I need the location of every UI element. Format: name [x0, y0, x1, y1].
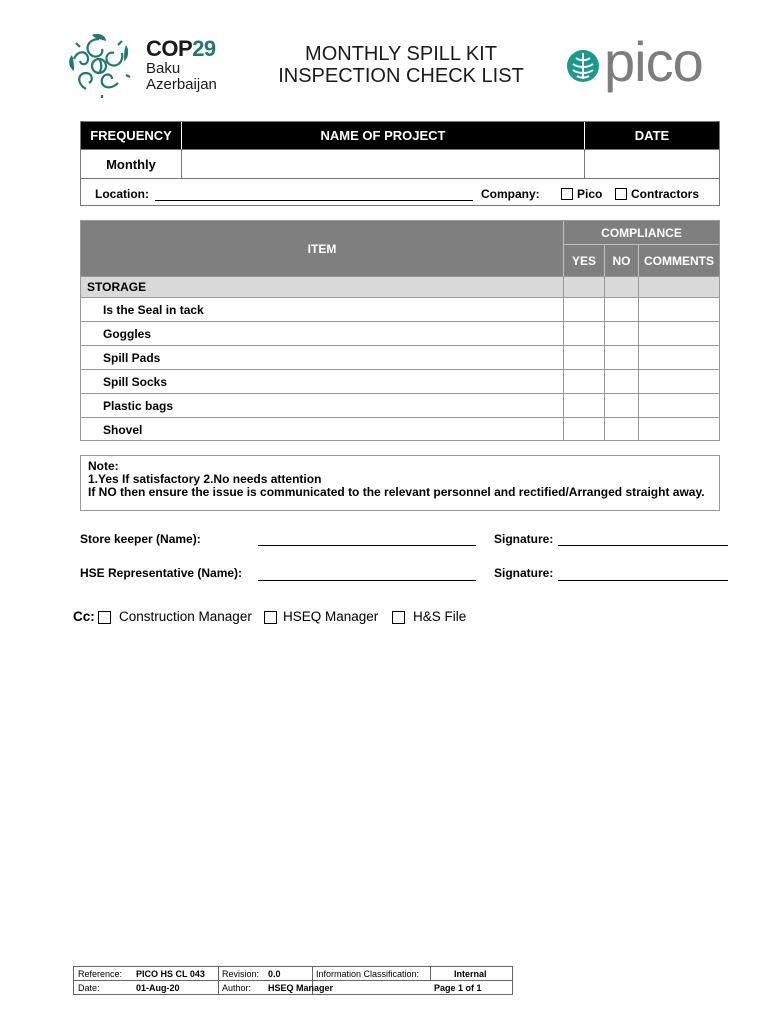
classification-value: Internal — [454, 969, 487, 979]
revision-label: Revision: — [222, 969, 260, 979]
date-label: Date: — [78, 983, 100, 993]
storekeeper-name-input[interactable] — [258, 545, 476, 546]
table-row — [81, 297, 719, 321]
classification-label: Information Classification: — [316, 969, 420, 979]
section-row-storage — [81, 276, 719, 297]
date-value: 01-Aug-20 — [136, 983, 180, 993]
cc-hs-file-checkbox[interactable] — [392, 611, 405, 624]
storekeeper-label: Store keeper (Name): — [80, 532, 201, 546]
document-title-line2: INSPECTION CHECK LIST — [278, 65, 524, 87]
comments-header: COMMENTS — [639, 245, 719, 276]
column-divider — [604, 276, 605, 440]
footer-divider — [218, 967, 219, 994]
cop29-emblem-icon — [66, 33, 132, 99]
pico-logo-word: pico — [604, 30, 703, 93]
header-divider — [638, 245, 639, 276]
page-number: Page 1 of 1 — [434, 983, 482, 993]
project-name-field[interactable] — [182, 149, 584, 178]
company-label: Company: — [481, 187, 540, 201]
document-title-line1: MONTHLY SPILL KIT — [305, 43, 497, 65]
cc-hseq-manager-label: HSEQ Manager — [283, 609, 379, 624]
row-divider — [584, 149, 585, 178]
item-label: Spill Pads — [103, 351, 161, 365]
document-footer-table — [73, 966, 513, 995]
date-header: DATE — [585, 122, 719, 149]
cc-construction-manager-checkbox[interactable] — [98, 611, 111, 624]
frequency-value: Monthly — [81, 149, 181, 178]
column-divider — [638, 276, 639, 440]
item-label: Goggles — [103, 327, 152, 341]
yes-header: YES — [564, 245, 604, 276]
table-row — [81, 393, 719, 417]
project-info-table — [80, 121, 720, 206]
hse-signature-input[interactable] — [558, 580, 728, 581]
reference-value: PICO HS CL 043 — [136, 969, 205, 979]
project-name-header: NAME OF PROJECT — [182, 122, 584, 149]
hse-representative-label: HSE Representative (Name): — [80, 566, 243, 580]
reference-label: Reference: — [78, 969, 123, 979]
item-label: Shovel — [103, 423, 143, 437]
table-row — [81, 345, 719, 369]
cop29-logo-city: Baku — [146, 60, 181, 77]
table-row — [81, 321, 719, 345]
document-title — [260, 43, 542, 87]
header-divider — [604, 245, 605, 276]
note-line2: If NO then ensure the issue is communicated to the relevant personnel and rectified/Arranged straight away. — [88, 485, 705, 499]
location-label: Location: — [95, 187, 149, 201]
note-box — [80, 455, 720, 511]
cop29-logo-title: COP29 — [146, 36, 216, 61]
location-input[interactable] — [155, 200, 473, 201]
cc-hseq-manager-checkbox[interactable] — [264, 611, 277, 624]
item-label: Spill Socks — [103, 375, 168, 389]
storekeeper-signature-label: Signature: — [494, 532, 554, 546]
section-label: STORAGE — [87, 280, 147, 294]
header-divider — [563, 221, 564, 276]
item-header: ITEM — [81, 221, 563, 276]
location-row — [81, 178, 719, 207]
cc-construction-manager-label: Construction Manager — [119, 609, 252, 624]
contractors-option-label: Contractors — [631, 187, 700, 201]
pico-checkbox[interactable] — [561, 188, 573, 200]
cop29-logo-country: Azerbaijan — [146, 76, 217, 93]
pico-emblem-icon — [566, 49, 600, 83]
frequency-header: FREQUENCY — [81, 122, 181, 149]
inspection-items-table — [80, 220, 720, 441]
cop29-logo — [66, 33, 226, 99]
date-field[interactable] — [585, 149, 719, 178]
header-divider — [564, 244, 719, 245]
pico-logo — [566, 30, 716, 97]
note-heading: Note: — [88, 459, 119, 473]
note-line1: 1.Yes If satisfactory 2.No needs attention — [88, 472, 322, 486]
compliance-header: COMPLIANCE — [564, 221, 719, 244]
cc-hs-file-label: H&S File — [413, 609, 467, 624]
column-divider — [563, 276, 564, 440]
table-row — [81, 417, 719, 441]
revision-value: 0.0 — [268, 969, 281, 979]
item-label: Is the Seal in tack — [103, 303, 204, 317]
contractors-checkbox[interactable] — [615, 188, 627, 200]
row-divider — [181, 149, 182, 178]
storekeeper-signature-input[interactable] — [558, 545, 728, 546]
footer-divider — [430, 967, 431, 980]
author-value: HSEQ Manager — [268, 983, 334, 993]
table-row — [81, 369, 719, 393]
author-label: Author: — [222, 983, 252, 993]
item-label: Plastic bags — [103, 399, 174, 413]
pico-option-label: Pico — [577, 187, 603, 201]
hse-signature-label: Signature: — [494, 566, 554, 580]
hse-name-input[interactable] — [258, 580, 476, 581]
no-header: NO — [605, 245, 638, 276]
cc-label: Cc: — [73, 609, 95, 624]
